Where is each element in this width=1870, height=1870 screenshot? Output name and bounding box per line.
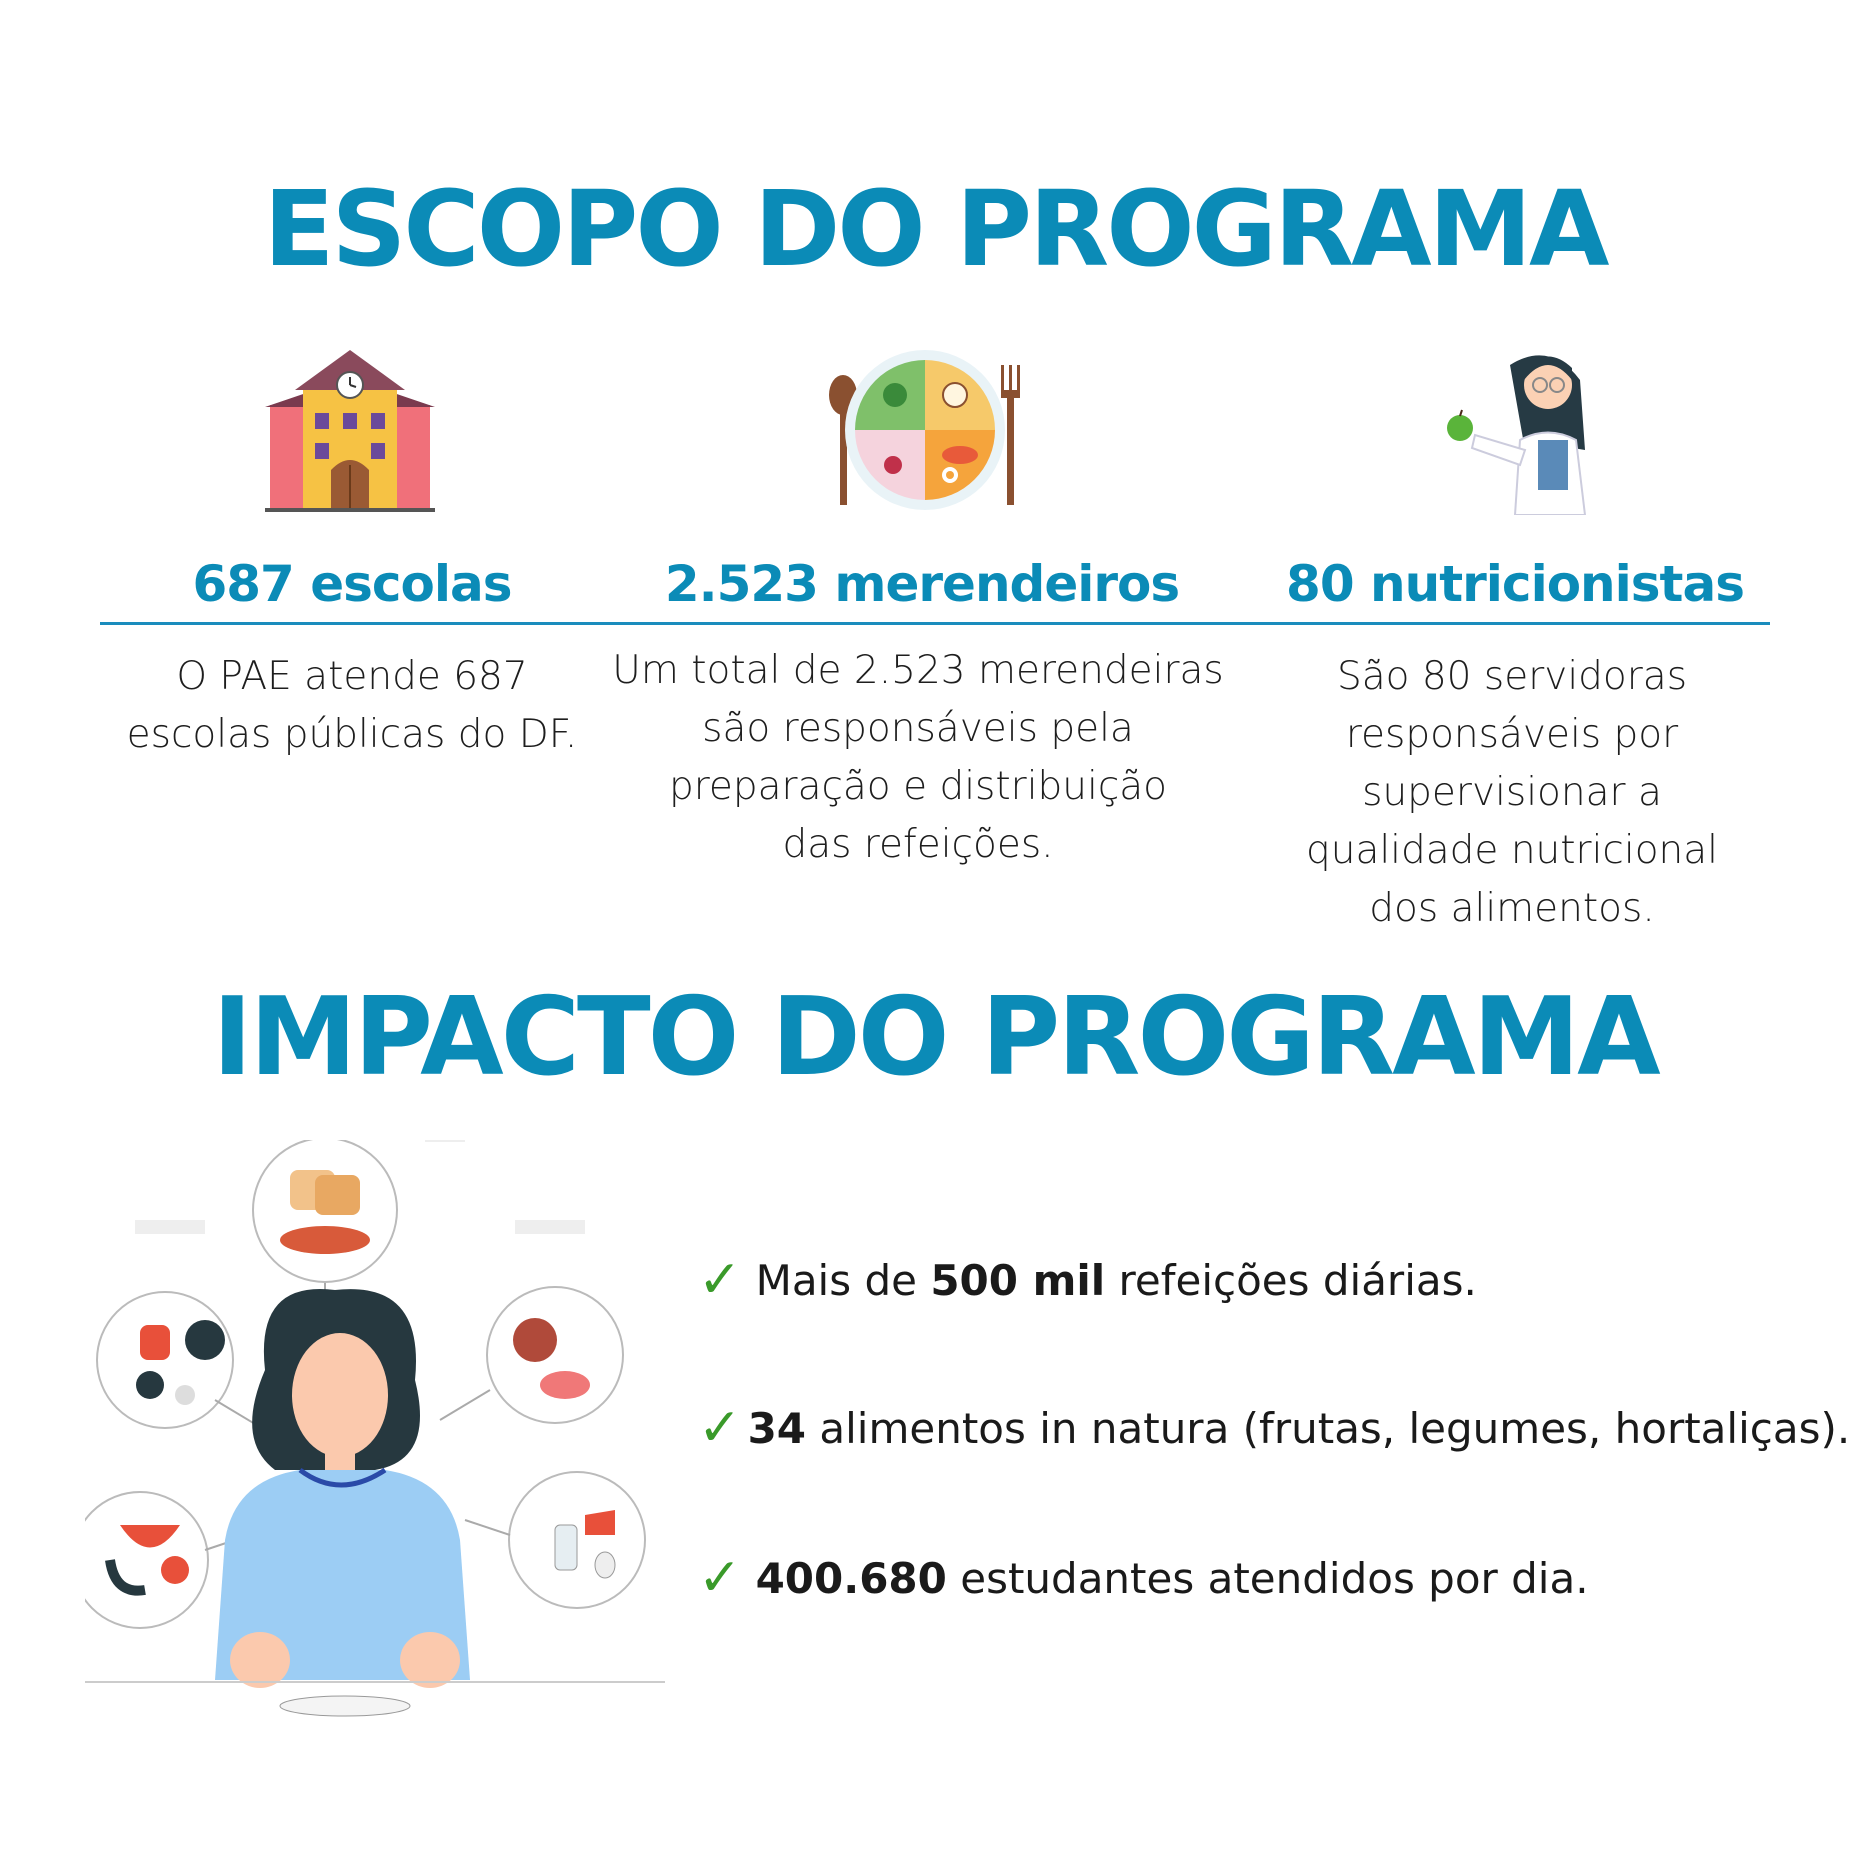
scope-text-schools: O PAE atende 687 escolas públicas do DF. — [126, 654, 578, 757]
plate-icon — [825, 345, 1025, 515]
scope-title: ESCOPO DO PROGRAMA — [263, 168, 1607, 290]
scope-divider — [100, 622, 1770, 625]
scope-text-cooks: Um total de 2.523 merendeiras são responsáveis pela preparação e distribuição das refeições. — [612, 648, 1224, 867]
scope-heading-schools: 687 escolas — [192, 555, 512, 613]
check-icon: ✓ — [698, 1398, 742, 1458]
check-icon: ✓ — [698, 1548, 742, 1608]
check-icon: ✓ — [698, 1250, 742, 1310]
nutritionist-icon — [1430, 340, 1600, 515]
impact-item-text: 34 alimentos in natura (frutas, legumes, hortaliças). — [747, 1403, 1851, 1453]
impact-item-meals — [698, 1250, 1477, 1310]
impact-item-students — [698, 1548, 1589, 1608]
scope-heading-cooks: 2.523 merendeiros — [664, 555, 1180, 613]
school-icon — [265, 345, 435, 515]
impact-title: IMPACTO DO PROGRAMA — [212, 975, 1658, 1100]
impact-item-text: 400.680 estudantes atendidos por dia. — [755, 1553, 1589, 1603]
impact-item-text: Mais de 500 mil refeições diárias. — [755, 1255, 1477, 1305]
impact-item-foods — [698, 1398, 1850, 1458]
scope-text-nutritionists: São 80 servidoras responsáveis por supervisionar a qualidade nutricional dos alimentos. — [1305, 654, 1719, 931]
student-eating-illustration — [85, 1140, 675, 1730]
scope-heading-nutritionists: 80 nutricionistas — [1286, 555, 1744, 613]
